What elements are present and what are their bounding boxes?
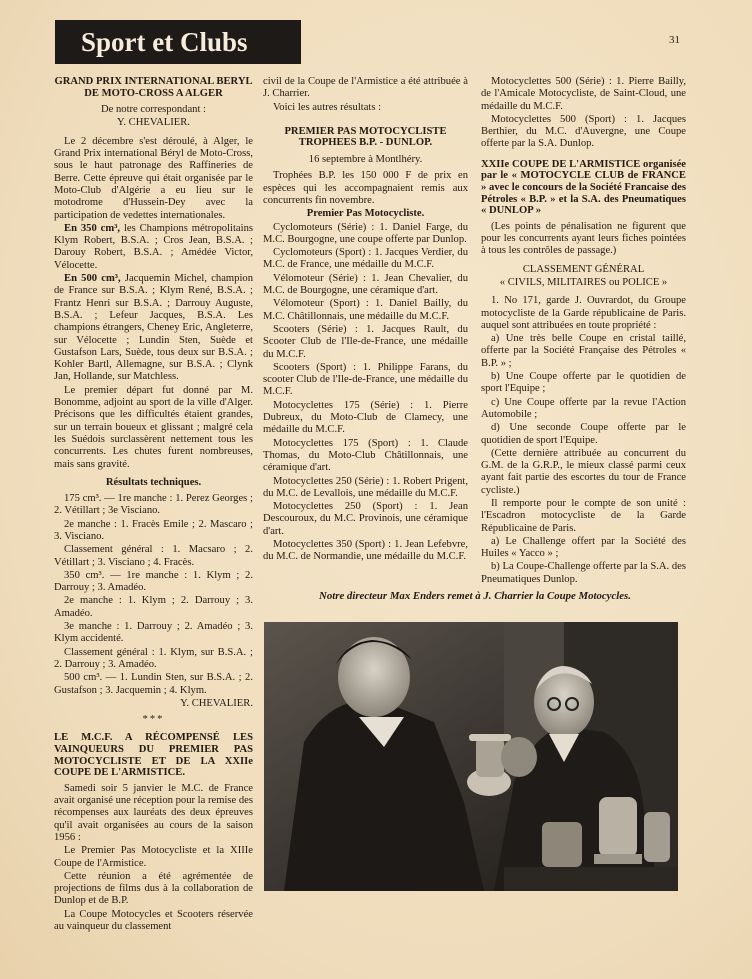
paragraph: Cette réunion a été agrémentée de projections de films dus à la collaboration de Dunlop et de B.P. bbox=[54, 870, 253, 907]
result-item: Cyclomoteurs (Série) : 1. Daniel Farge, du M.C. Bourgogne, une coupe offerte par Dunlop. bbox=[263, 221, 468, 245]
result-item: Motocyclettes 250 (Sport) : 1. Jean Descouroux, du M.C. Provinois, une céramique d'art. bbox=[263, 501, 468, 537]
article-title-premier-pas: PREMIER PAS MOTOCYCLISTE TROPHEES B.P. - DUNLOP. bbox=[284, 125, 447, 149]
classement-subtitle: « CIVILS, MILITAIRES ou POLICE » bbox=[499, 276, 668, 288]
result-line: Classement général : 1. Klym, sur B.S.A. ; 2. Darrouy ; 3. Amadéo. bbox=[54, 646, 253, 670]
paragraph-lead: En 350 cm³, bbox=[64, 222, 121, 234]
page-number: 31 bbox=[669, 34, 680, 46]
result-line: 2e manche : 1. Fracès Emile ; 2. Mascaro ; 3. Visciano. bbox=[54, 518, 253, 542]
paragraph bbox=[54, 223, 253, 272]
result-item: Scooters (Sport) : 1. Philippe Farans, du scooter Club de l'Ile-de-France, une médaille du M.C.F. bbox=[263, 361, 468, 398]
subheading: Premier Pas Motocycliste. bbox=[306, 208, 425, 220]
result-item: Motocyclettes 175 (Sport) : 1. Claude Thomas, du Moto-Club Châtillonnais, une céramique d'art. bbox=[263, 437, 468, 474]
award-item: d) Une seconde Coupe offerte par le quotidien de sport l'Equipe. bbox=[481, 422, 686, 446]
paragraph: Le premier départ fut donné par M. Bonomme, adjoint au sport de la ville d'Alger. Précisons que les difficultés étaient grandes, sur un terrain boueux et glissant ; malgré cela les Suédois surclassèrent nettement tous les concurrents. Les chutes furent nombreuses, mais sans gravité. bbox=[54, 384, 253, 470]
paragraph: Il remporte pour le compte de son unité : l'Escadron motocycliste de la Garde Républicaine de Paris. bbox=[481, 497, 686, 534]
event-date: 16 septembre à Montlhéry. bbox=[308, 154, 423, 166]
result-line: 350 cm³. — 1re manche : 1. Klym ; 2. Darrouy ; 3. Amadéo. bbox=[54, 569, 253, 594]
correspondent-intro: De notre correspondant : bbox=[100, 104, 207, 116]
column-1 bbox=[54, 76, 253, 934]
paragraph: civil de la Coupe de l'Armistice a été attribuée à J. Charrier. bbox=[263, 76, 468, 100]
paragraph: Le 2 décembre s'est déroulé, à Alger, le Grand Prix international Béryl de Moto-Cross, sous le haut patronage des Raffineries de Berre. Cette épreuve qui était organisée par le Moto-Club d'Algérie a eu lieu sur le motodrome d'Hussein-Dey avec la participation de vedettes internationales. bbox=[54, 135, 253, 221]
article-title-armistice: XXIIe COUPE DE L'ARMISTICE organisée par le « MOTOCYCLE CLUB de FRANCE » avec le concours de la Société Francaise des Pétroles « B.P. » et la S.A. des Pneumatiques « DUNLOP » bbox=[481, 158, 686, 217]
photo-illustration bbox=[264, 622, 678, 891]
results-heading: Résultats techniques. bbox=[105, 476, 202, 488]
result-line: 2e manche : 1. Klym ; 2. Darrouy ; 3. Amadéo. bbox=[54, 595, 253, 619]
paragraph-text: Jacquemin Michel, champion de France sur B.S.A. ; Klym René, B.S.A. ; Frantz Henri sur B.S.A. ; Darrouy Auguste, B.S.A. ; Lefeur Jacques, B.S.A. Les champions étrangers, Cheney Eric, Angleterre, sur Vélocette ; Lundin Sten, Suède et Gustafson Lars, Suède, tous deux sur B.S.A. ; Kohler Bartl, Allemagne, sur B.S.A. ; Clynk Jan, Hollande, sur Matchless. bbox=[54, 273, 253, 383]
award-photo bbox=[264, 622, 678, 891]
paragraph: Voici les autres résultats : bbox=[273, 101, 382, 113]
paragraph: La Coupe Motocycles et Scooters réservée au vainqueur du classement bbox=[54, 908, 253, 933]
correspondent-name: Y. CHEVALIER. bbox=[117, 117, 190, 129]
paragraph: (Cette dernière attribuée au concurrent du G.M. de la G.R.P., le mieux classé parmi ceux ayant fait partie des escortes du tour de France cycliste.) bbox=[481, 447, 686, 496]
result-line: 175 cm³. — 1re manche : 1. Perez Georges ; 2. Vétillart ; 3e Visciano. bbox=[54, 493, 253, 517]
result-line: 500 cm³. — 1. Lundin Sten, sur B.S.A. ; 2. Gustafson ; 3. Jacquemin ; 4. Klym. bbox=[54, 672, 253, 696]
paragraph: Samedi soir 5 janvier le M.C. de France avait organisé une réception pour la remise des récompenses aux lauréats des deux épreuves qu'il avait organisées au cours de la saison 1956 : bbox=[54, 782, 253, 843]
paragraph: Le Premier Pas Motocycliste et la XIIIe Coupe de l'Armistice. bbox=[54, 845, 253, 869]
separator-stars: *** bbox=[142, 714, 165, 726]
article-title-grand-prix: GRAND PRIX INTERNATIONAL BERYL DE MOTO-CROSS A ALGER bbox=[54, 76, 253, 99]
result-line: 3e manche : 1. Darrouy ; 2. Amadéo ; 3. Klym accidenté. bbox=[54, 621, 253, 645]
classement-title: CLASSEMENT GÉNÉRAL bbox=[522, 263, 645, 275]
result-item: Motocyclettes 500 (Série) : 1. Pierre Bailly, de l'Amicale Motocycliste, de Saint-Cloud, une médaille du M.C.F. bbox=[481, 76, 686, 112]
result-item: Scooters (Série) : 1. Jacques Rault, du Scooter Club de l'Ile-de-France, une médaille du M.C.F. bbox=[263, 323, 468, 360]
paragraph: 1. No 171, garde J. Ouvrardot, du Groupe motocycliste de la Garde républicaine de Paris. auquel sont attribuées en toute propriété : bbox=[481, 295, 686, 331]
paragraph bbox=[54, 273, 253, 384]
photo-caption: Notre directeur Max Enders remet à J. Charrier la Coupe Motocycles. bbox=[319, 590, 631, 602]
paragraph: (Les points de pénalisation ne figurent que pour les concurrents ayant leurs fiches pointées à tous les contrôles de passage.) bbox=[481, 220, 686, 257]
award-item: a) Le Challenge offert par la Société des Huiles « Yacco » ; bbox=[481, 535, 686, 560]
award-item: b) La Coupe-Challenge offerte par la S.A. des Pneumatiques Dunlop. bbox=[481, 561, 686, 585]
paragraph: Trophées B.P. les 150 000 F de prix en espèces qui les accompagnaient remis aux concurrents fin novembre. bbox=[263, 170, 468, 206]
result-item: Motocyclettes 250 (Série) : 1. Robert Prigent, du M.C. de Levallois, une médaille du M.C.F. bbox=[263, 475, 468, 499]
result-item: Vélomoteur (Sport) : 1. Daniel Bailly, du M.C. Châtillonnais, une médaille du M.C.F. bbox=[263, 298, 468, 322]
section-banner: Sport et Clubs bbox=[55, 20, 301, 64]
result-line: Classement général : 1. Macsaro ; 2. Vétillart ; 3. Visciano ; 4. Fracès. bbox=[54, 544, 253, 568]
result-item: Cyclomoteurs (Sport) : 1. Jacques Verdier, du M.C. de France, une médaille du M.C.F. bbox=[263, 247, 468, 271]
signature: Y. CHEVALIER. bbox=[180, 697, 253, 709]
result-item: Motocyclettes 500 (Sport) : 1. Jacques Berthier, du M.C. d'Auvergne, une Coupe offerte par la S.A. Dunlop. bbox=[481, 113, 686, 150]
award-item: c) Une Coupe offerte par la revue l'Action Automobile ; bbox=[481, 396, 686, 420]
award-item: b) Une Coupe offerte par le quotidien de sport l'Equipe ; bbox=[481, 371, 686, 395]
award-item: a) Une très belle Coupe en cristal taillé, offerte par la Société Française des Pétroles « B.P. » ; bbox=[481, 333, 686, 369]
column-2 bbox=[263, 76, 468, 565]
column-3 bbox=[481, 76, 686, 587]
paragraph-lead: En 500 cm³, bbox=[64, 273, 121, 285]
result-item: Motocyclettes 350 (Sport) : 1. Jean Lefebvre, du M.C. de Normandie, une médaille du M.C.F. bbox=[263, 538, 468, 563]
article-title-mcf: LE M.C.F. A RÉCOMPENSÉ LES VAINQUEURS DU PREMIER PAS MOTOCYCLISTE ET DE LA XXIIe COUPE DE L'ARMISTICE. bbox=[54, 732, 253, 779]
result-item: Vélomoteur (Série) : 1. Jean Chevalier, du M.C. de Bourgogne, une céramique d'art. bbox=[263, 272, 468, 297]
result-item: Motocyclettes 175 (Série) : 1. Pierre Dubreux, du Moto-Club de Clamecy, une médaille du M.C.F. bbox=[263, 399, 468, 436]
paragraph-text: les Champions métropolitains Klym Robert, B.S.A. ; Cros Jean, B.S.A. ; Darouy Robert, B.S.A. ; Amédée Victor, Vélocette. bbox=[54, 222, 253, 271]
